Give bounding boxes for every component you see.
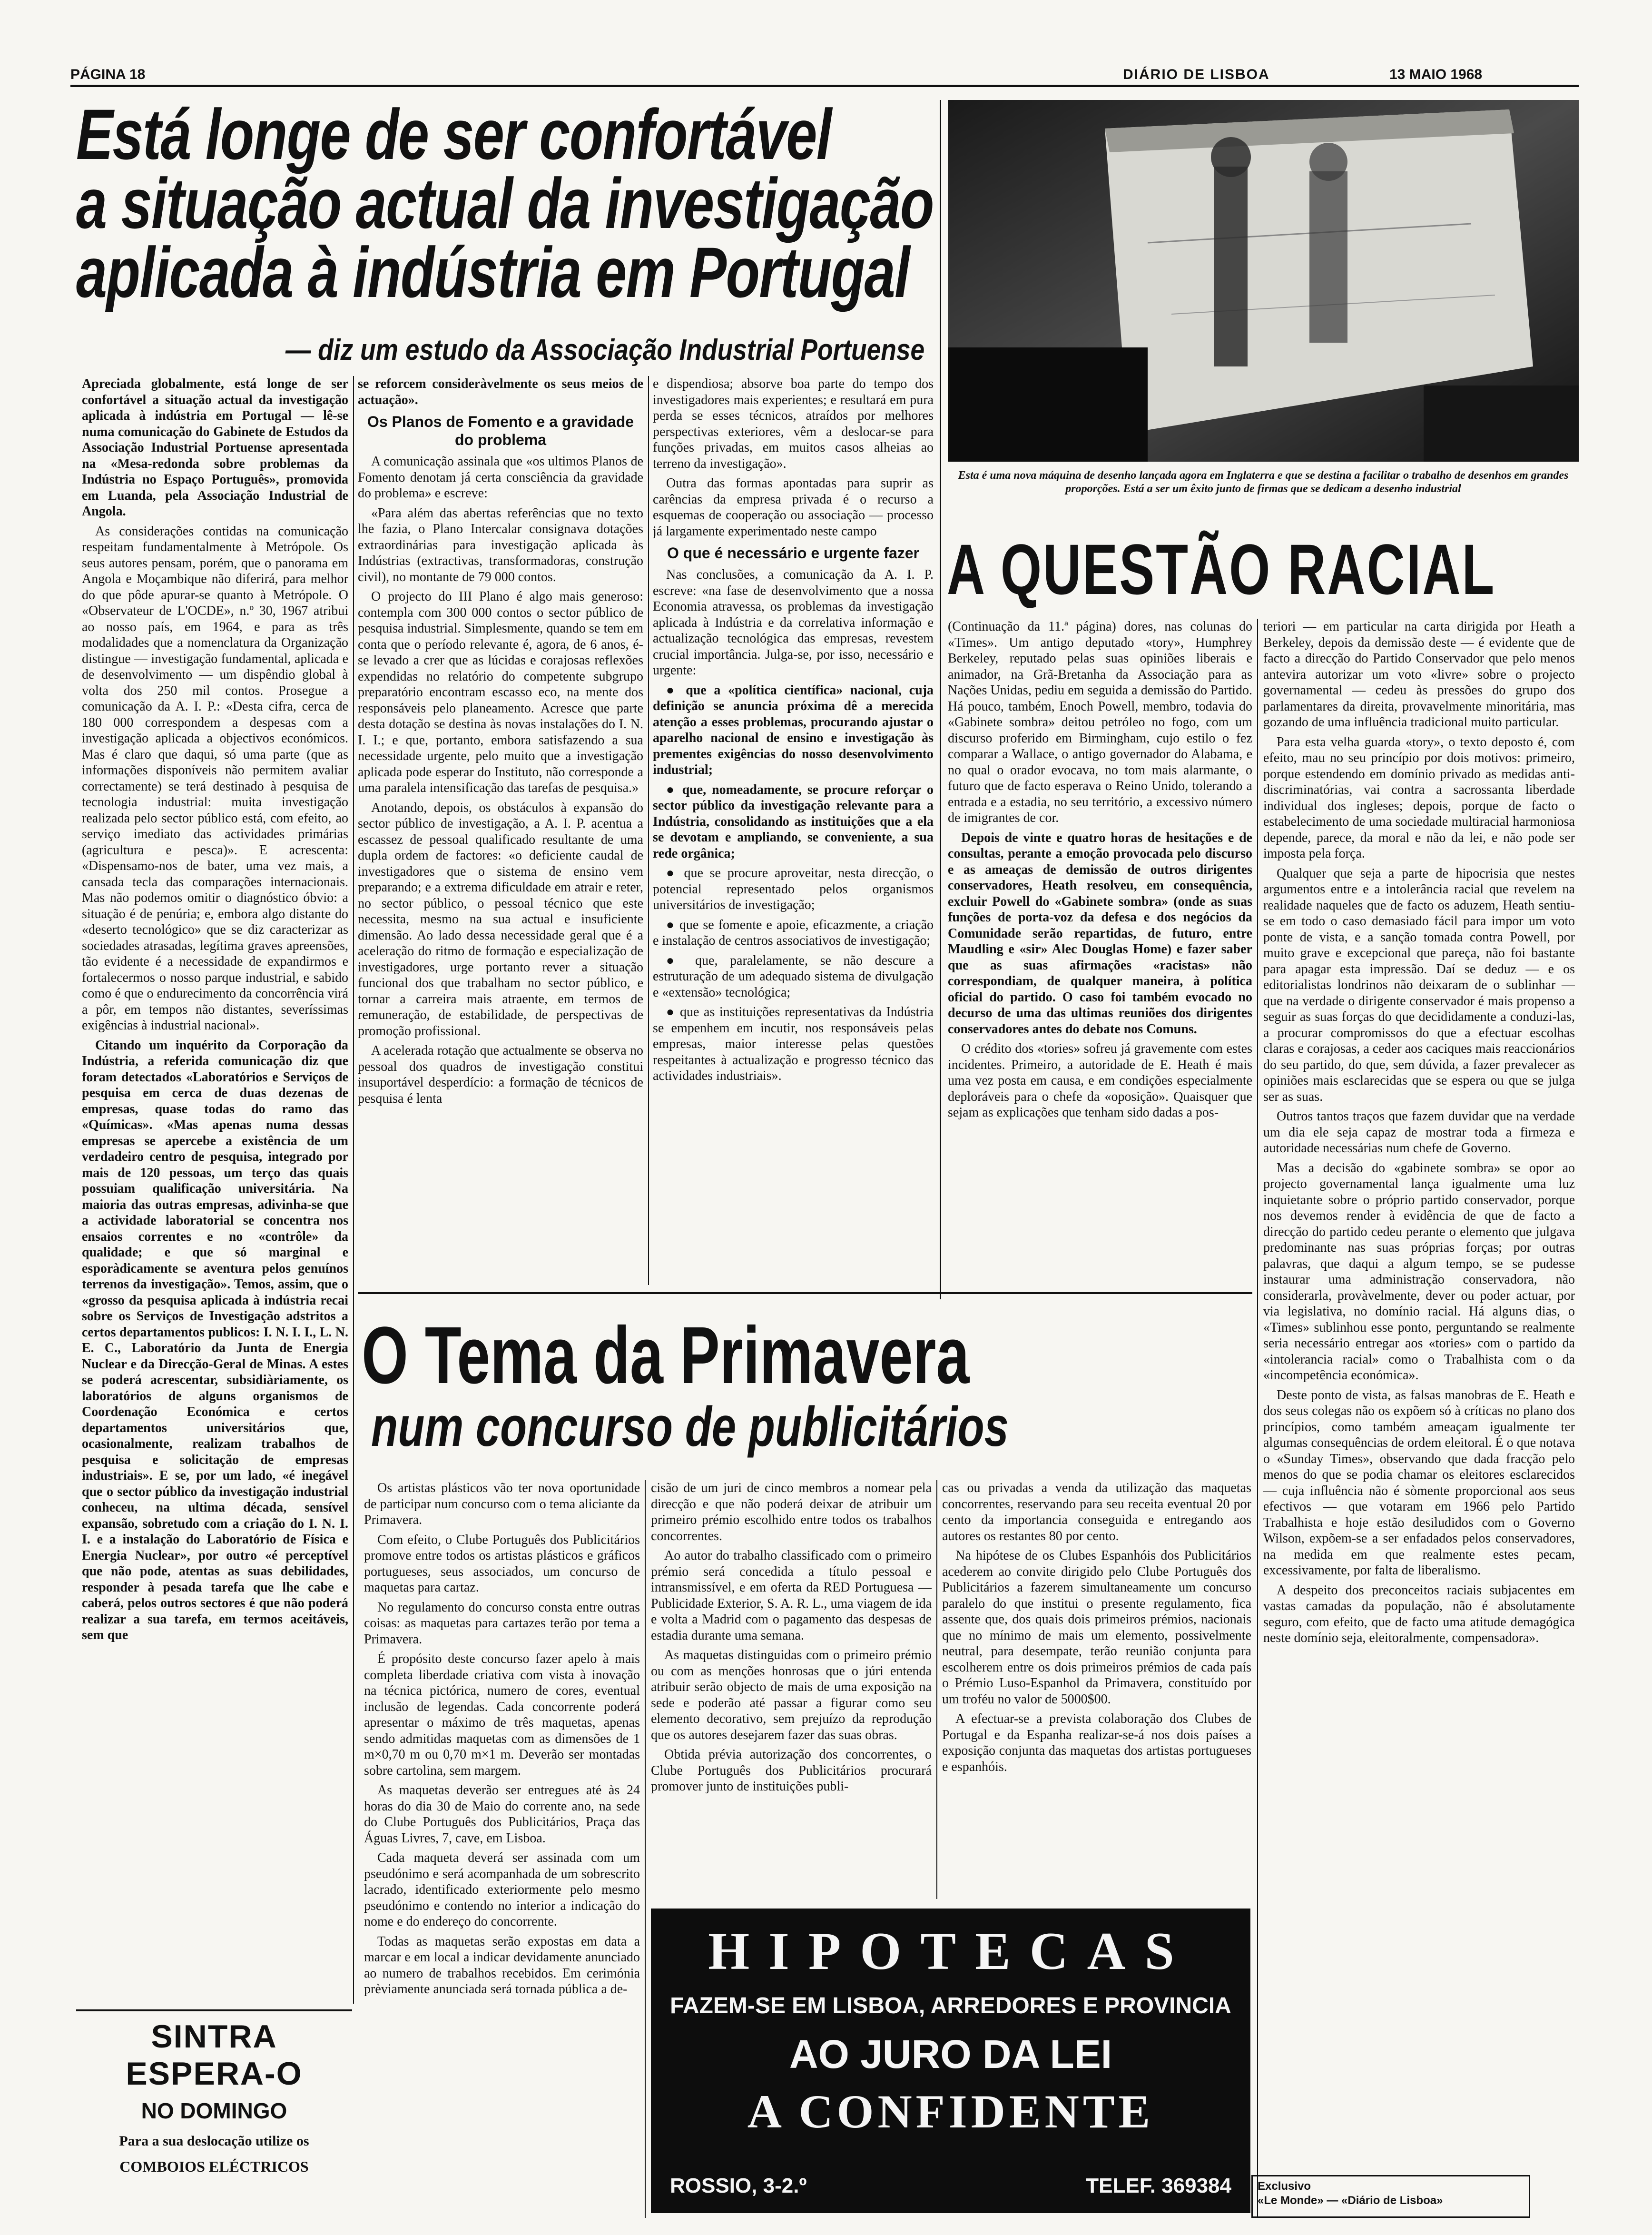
main-article-col-3 xyxy=(653,376,934,1285)
racial-headline: A QUESTÃO RACIAL xyxy=(947,529,1496,609)
news-photo xyxy=(948,100,1579,462)
article-paragraph: cas ou privadas a venda da utilização das maquetas concorrentes, reservando para seu receita eventual 20 por cento da importancia conseguida e entregando aos autores os restantes 80 por cento. xyxy=(942,1481,1251,1543)
article-paragraph: A despeito dos preconceitos raciais subjacentes em vastas camadas da população, não é absolutamente seguro, com efeito, que de facto uma atitude demagógica neste domínio seja, eleitoralmente, compensadora». xyxy=(1263,1582,1575,1645)
article-paragraph: cisão de um juri de cinco membros a nomear pela direcção e que não poderá deixar de atribuir um primeiro prémio escolhido entre todos os trabalhos concorrentes. xyxy=(651,1481,932,1543)
masthead-rule xyxy=(70,85,1579,87)
tema-col-3 xyxy=(942,1480,1251,1899)
article-paragraph: Anotando, depois, os obstáculos à expansão do sector público de investigação, a A. I. P. acentua a escassez de pessoal qualificado resultante de uma dupla ordem de factores: «o deficiente caudal de investigadores que o sistema de ensino vem preparando; e a extrema dificuldade em atrair e reter, no sector público, o pessoal técnico que este necessita, mesmo na sua actual e insuficiente dimensão. Ao lado dessa necessidade geral que é a aceleração do ritmo de formação e especialização de investigadores, urge portanto rever a situação funcional dos que trabalham no sector público, e tornar a carreira mais atraente, em termos de remuneração, de estabilidade, de perspectivas de promoção profissional. xyxy=(358,800,643,1038)
section-heading: Os Planos de Fomento e a gravidade do problema xyxy=(367,413,634,448)
article-paragraph: A acelerada rotação que actualmente se observa no pessoal dos quadros de investigação constitui insuportável desperdício: a formação de técnicos de pesquisa é lenta xyxy=(358,1043,643,1106)
article-paragraph: Qualquer que seja a parte de hipocrisia que nestes argumentos entre e a intolerância racial que revelem na realidade naqueles que de facto os aduzem, Heath sentiu-se em todo o caso demasiado fácil para impor um voto ponte de vista, e a sanção tomada contra Powell, por muito grave e excepcional que pareça, não foi bastante para apagar esta impressão. Daí se deduz — e os editorialistas londrinos não deixaram de o sublinhar — que na verdade o dirigente conservador é mais propenso a seguir as suas forças do que decididamente a conduzi-las, a procurar compromissos do que a efectuar escolhas claras e corajosas, a ceder aos caciques mais reaccionários do seu partido, do que, sem dúvida, a fazer prevalecer as opiniões mais esclarecidas que se espera ou que se julga ser as suas. xyxy=(1263,866,1575,1104)
article-paragraph: O crédito dos «tories» sofreu já gravemente com estes incidentes. Primeiro, a autoridade de E. Heath é mais uma vez posta em causa, e em condições especialmente deploráveis para o chefe da «oposição». Quaisquer que sejam as explicações que tenham sido dadas a pos- xyxy=(948,1041,1252,1120)
headline-line-2: a situação actual da investigação xyxy=(76,163,934,243)
article-paragraph: Na hipótese de os Clubes Espanhóis dos Publicitários acederem ao convite dirigido pelo Clube Português dos Publicitários a fazerem simultaneamente um concurso paralelo do que institui o presente regulamento, fica assente que, dos quais dois primeiros prémios, nacionais que no mínimo de mais um elemento, possivelmente neutral, para desempate, terão reunião conjunta para escolherem entre os dois primeiros prémios de cada país o Prémio Luso-Espanhol da Primavera, constituído por um troféu no valor de 5000$00. xyxy=(942,1548,1251,1707)
section-rule xyxy=(358,1292,1252,1294)
credit-label: Exclusivo xyxy=(1258,2180,1311,2193)
article-paragraph: As considerações contidas na comunicação respeitam fundamentalmente à Metrópole. Os seus autores pensam, porém, que o panorama em Angola e Moçambique não diferirá, para melhor do que pôde apurar-se quanto à Metrópole. O «Observateur de L'OCDE», n.º 30, 1967 atribui ao nosso país, em 1964, e para as três modalidades que a nomenclatura da Organização distingue — investigação fundamental, aplicada e de desenvolvimento — um dispêndio global à volta dos 250 mil contos. Prosegue a comunicação da A. I. P.: «Desta cifra, cerca de 180 000 correspondem a despesas com a investigação aplicada a objectivos económicos. Mas é claro que daqui, só uma parte (que as informações disponíveis não permitem avaliar correctamente) se terá destinado à pesquisa de tecnologia industrial: muita investigação realizada pelo sector público está, com efeito, ao serviço imediato das actividades primárias (agricultura e pesca)». E acrescenta: «Dispensamo-nos de bater, uma vez mais, a cansada tecla das comparações internacionais. Mas não podemos omitir o diagnóstico óbvio: a situação é de penúria; e, embora algo distante do «deserto tecnológico» que se diz caracterizar as sociedades atrasadas, legítima graves apreensões, tão evidente é a necessidade de expandirmos e fortalecermos o nosso parque industrial, e sabido como é que o endurecimento da concorrência virá a pôr, em tempos não distantes, severíssimas exigências à industrial nacional». xyxy=(82,524,348,1033)
column-divider xyxy=(648,376,649,1285)
racial-col-1 xyxy=(948,619,1252,1290)
article-paragraph: É propósito deste concurso fazer apelo à mais completa liberdade criativa com vista à inovação na técnica pictórica, numero de cores, eventual inclusão de legendas. Cada concorrente poderá apresentar o máximo de três maquetas, apenas sendo admitidas maquetas com as dimensões de 1 m×0,70 m ou 0,70 m×1 m. Deverão ser montadas sobre cartolina, sem margem. xyxy=(364,1652,640,1778)
article-paragraph: As maquetas distinguidas com o primeiro prémio ou com as menções honrosas que o júri entenda atribuir serão objecto de mais de uma exposição na sede e poderão até passar a figurar como seu elemento decorativo, sem prejuízo da reprodução que os autores desejarem fazer das suas obras. xyxy=(651,1648,932,1742)
page-number: PÁGINA 18 xyxy=(70,67,146,82)
main-article-col-2 xyxy=(358,376,643,1285)
tema-subheadline: num concurso de publicitários xyxy=(371,1395,1009,1458)
ad-line-3: A CONFIDENTE xyxy=(747,2085,1154,2138)
newspaper-name: DIÁRIO DE LISBOA xyxy=(1123,67,1270,82)
sintra-line-3: COMBOIOS ELÉCTRICOS xyxy=(119,2158,309,2175)
article-paragraph: Deste ponto de vista, as falsas manobras de E. Heath e dos seus colegas não os expõem só à críticas no plano dos princípios, como também ameaçam igualmente ter algumas consequências de ordem eleitoral. É o que notava o «Sunday Times», observando que dada fracção pelo menos do que se podia chamar os eleitores esclarecidos — cuja influência não é sòmente proporcional aos seus efectivos — que votaram em 1966 pelo Partido Trabalhista e hoje estão desiludidos com o Governo Wilson, expõem-se a ser enfadados pelos conservadores, na medida em que realmente estes pecam, excessivamente, por falta de liberalismo. xyxy=(1263,1387,1575,1578)
article-paragraph: e dispendiosa; absorve boa parte do tempo dos investigadores mais experientes; e resultará em pura perda se esses técnicos, atraídos por melhores perspectivas exteriores, vêm a deslocar-se para funções privadas, em muitos casos alheias ao terreno da investigação». xyxy=(653,376,934,471)
sintra-title: SINTRA ESPERA-O xyxy=(126,2018,303,2092)
headline-line-1: Está longe de ser confortável xyxy=(76,94,831,174)
article-paragraph: A comunicação assinala que «os ultimos Planos de Fomento denotam já certa consciência da gravidade do problema» e escreve: xyxy=(358,454,643,501)
main-article-col-1 xyxy=(82,376,348,2004)
column-divider xyxy=(940,100,941,1299)
article-paragraph: As maquetas deverão ser entregues até às 24 horas do dia 30 de Maio do corrente ano, na sede do Clube Português dos Publicitários, Praça das Águas Livres, 7, cave, em Lisboa. xyxy=(364,1783,640,1846)
article-paragraph: teriori — em particular na carta dirigida por Heath a Berkeley, depois da demissão deste — é evidente que de facto a direcção do Partido Conservador que pelo menos antevira autorizar um voto «livre» sobre o projecto governamental — cedeu às pressões do grupo dos parlamentares da direita, provavelmente minoritária, mas gozando de uma influência tradicional muito particular. xyxy=(1263,619,1575,730)
main-subhead: — diz um estudo da Associação Industrial Portuense xyxy=(285,334,925,366)
article-paragraph: «Para além das abertas referências que no texto lhe fazia, o Plano Intercalar consignava dotações extraordinárias para investigação aplicada às Indústrias (extractivas, transformadoras, construção civil), no montante de 79 000 contos. xyxy=(358,505,643,584)
headline-line-3: aplicada à indústria em Portugal xyxy=(76,232,910,312)
article-paragraph: Todas as maquetas serão expostas em data a marcar e em local a indicar devidamente anunciado ao numero de trabalhos recebidos. Em cerimónia prèviamente anunciada será tornada pública a de- xyxy=(364,1934,640,1997)
article-paragraph: ● que se procure aproveitar, nesta direcção, o potencial representado pelos organismos universitários de investigação; xyxy=(653,866,934,912)
article-paragraph: ● que as instituições representativas da Indústria se empenhem em incutir, nos responsáveis pelas empresas, maior interesse pelas questões respeitantes à actualização e progresso técnico das actividades industriais». xyxy=(653,1005,934,1083)
credit-box xyxy=(1251,2175,1530,2218)
tema-col-2 xyxy=(651,1480,932,1899)
article-lead: Apreciada globalmente, está longe de ser confortável a situação actual da investigação aplicada à indústria em Portugal — lê-se numa comunicação do Gabinete de Estudos da Associação Industrial Portuense apresentada na «Mesa-redonda sobre problemas da Indústria no Espaço Português», promovida em Luanda, pela Associação Industrial de Angola. xyxy=(82,376,348,519)
article-paragraph: Ao autor do trabalho classificado com o primeiro prémio será concedida a título pessoal e intransmissível, e em oferta da RED Portuguesa — Publicidade Exterior, S. A. R. L., uma viagem de ida e volta a Madrid com o pagamento das despesas de estadia durante uma semana. xyxy=(651,1548,932,1643)
ad-title: HIPOTECAS xyxy=(708,1922,1193,1981)
article-paragraph: Cada maqueta deverá ser assinada com um pseudónimo e será acompanhada de um sobrescrito lacrado, identificado exteriormente pelo mesmo pseudónimo e contendo no interior a indicação do nome e do endereço do concorrente. xyxy=(364,1850,640,1929)
sintra-advertisement xyxy=(76,2018,352,2176)
tema-col-1 xyxy=(364,1480,640,2218)
article-paragraph: A efectuar-se a prevista colaboração dos Clubes de Portugal e da Espanha realizar-se-á nos dois países a exposição conjunta das maquetas dos artistas portugueses e espanhóis. xyxy=(942,1711,1251,1774)
article-paragraph: ● que a «política científica» nacional, cuja definição se anuncia próxima dê a merecida atenção a esses problemas, procurando ajustar o aparelho nacional de ensino e investigação às prementes exigências do nosso desenvolvimento industrial; xyxy=(653,682,934,777)
article-paragraph: Citando um inquérito da Corporação da Indústria, a referida comunicação diz que foram detectados «Laboratórios e Serviços de pesquisa em cerca de duas dezenas de empresas, quase todas do ramo das «Químicas». «Mas apenas numa dessas empresas se apercebe a existência de um verdadeiro centro de pesquisa, integrado por mais de 120 pessoas, um terço das quais possuiam qualificação universitária. Na maioria das outras empresas, adivinha-se que a actividade laboratorial se concentra nos ensaios correntes e no «contrôle» da qualidade; e que só marginal e esporàdicamente se aventura pelos genuínos terrenos da investigação». Temos, assim, que o «grosso da pesquisa aplicada à indústria recai sobre os Serviços de Investigação adstritos a certos departamentos publicos: I. N. I. I., L. N. E. C., Laboratório da Junta de Energia Nuclear e da Direcção-Geral de Minas. A estes se poderá acrescentar, subsidiàriamente, os laboratórios de alguns organismos de Coordenação Económica e certos departamentos universitários que, ocasionalmente, realizam trabalhos de pesquisa e solicitação de empresas industriais». E se, por um lado, «é inegável que o sector público da investigação industrial conheceu, na ultima década, sensível expansão, sobretudo com a criação do I. N. I. I. e a instalação do Laboratório de Física e Energia Nuclear», por outro «é perceptível que não pode, atentas as suas debilidades, responder à pesada tarefa que lhe cabe e caberá, pelos outros sectores é que não poderá realizar a sua tarefa, em termos aceitáveis, sem que xyxy=(82,1038,348,1642)
ad-phone: TELEF. 369384 xyxy=(1086,2174,1231,2197)
ad-address: ROSSIO, 3-2.º xyxy=(670,2174,807,2197)
article-paragraph: Obtida prévia autorização dos concorrentes, o Clube Português dos Publicitários procurará promover junto de instituições publi- xyxy=(651,1747,932,1794)
column-divider xyxy=(936,1480,937,1899)
drawing-machine-photo xyxy=(948,100,1579,462)
section-heading: O que é necessário e urgente fazer xyxy=(667,544,919,562)
column-divider xyxy=(353,376,354,2004)
article-paragraph: se reforcem consideràvelmente os seus meios de actuação». xyxy=(358,376,643,407)
article-paragraph: ● que, nomeadamente, se procure reforçar o sector público da investigação relevante para a Indústria, consolidando as instituições que a ela se devotam e ampliando, se conveniente, a sua rede orgânica; xyxy=(653,782,934,861)
credit-text: «Le Monde» — «Diário de Lisboa» xyxy=(1258,2194,1443,2207)
article-paragraph: Outros tantos traços que fazem duvidar que na verdade um dia ele seja capaz de mostrar toda a firmeza e autoridade necessárias num chefe de Governo. xyxy=(1263,1109,1575,1156)
column-divider xyxy=(645,1480,646,2218)
article-paragraph: Com efeito, o Clube Português dos Publicitários promove entre todos os artistas plásticos e gráficos portugueses, seus associados, um concurso de maquetas para cartaz. xyxy=(364,1532,640,1595)
article-paragraph: Para esta velha guarda «tory», o texto deposto é, com efeito, mau no seu princípio por dois motivos: primeiro, porque estendendo em domínio privado as medidas anti-discriminatórias, vai contra a sacrossanta liberdade individual dos ingleses; depois, porque de facto o estabelecimento de uma sociedade multiracial harmoniosa depende, parece, da moral e não da lei, e não pode ser imposta pela força. xyxy=(1263,734,1575,861)
article-paragraph: Os artistas plásticos vão ter nova oportunidade de participar num concurso com o tema aliciante da Primavera. xyxy=(364,1481,640,1527)
column-divider xyxy=(1257,619,1258,2218)
article-paragraph: Depois de vinte e quatro horas de hesitações e de consultas, perante a emoção provocada pelo discurso e as ameaças de demissão de outros dirigentes conservadores, Heath resolveu, em consequência, excluir Powell do «Gabinete sombra» (onde as suas funções de porta-voz da defesa e dos negócios da Comunidade serão repartidas, de futuro, entre Maudling e «sir» Alec Douglas Home) e fazer saber que as suas afirmações «racistas» não correspondiam, de qualquer maneira, à política oficial do partido. O caso foi também evocado no decurso de uma das ultimas reuniões dos dirigentes conservadores antes do debate nos Comuns. xyxy=(948,830,1252,1037)
article-paragraph: No regulamento do concurso consta entre outras coisas: as maquetas para cartazes terão por tema a Primavera. xyxy=(364,1600,640,1647)
article-paragraph: Mas a decisão do «gabinete sombra» se opor ao projecto governamental lança igualmente uma luz inquietante sobre o próprio partido conservador, porque nos devemos render à evidência de que de facto a direcção do partido cedeu perante o elemento que julgava predominante nas suas próprias forças; por outras palavras, que daqui a algum tempo, se se pudesse instaurar uma administração conservadora, não considerarla, provàvelmente, dever ou poder actuar, por via legislativa, no domínio racial. Há alguns dias, o «Times» sublinhou esse ponto, perguntando se realmente seria necessário entregar aos «tories» com o partido da «intolerancia racial» como o Trabalhista com o da «incompetência económica». xyxy=(1263,1160,1575,1383)
tema-headline: O Tema da Primavera xyxy=(362,1310,970,1401)
section-rule xyxy=(76,2009,352,2011)
article-paragraph: Nas conclusões, a comunicação da A. I. P. escreve: «na fase de desenvolvimento que a nossa Economia atravessa, os problemas da investigação aplicada à Indústria e da correlativa informação e actualização tecnológica das empresas, revestem crucial importância. Julga-se, por isso, necessário e urgente: xyxy=(653,567,934,678)
hipotecas-advertisement xyxy=(651,1909,1250,2213)
article-paragraph: ● que, paralelamente, se não descure a estruturação de um adequado sistema de divulgação e «extensão» tecnológica; xyxy=(653,953,934,1000)
ad-line-2: AO JURO DA LEI xyxy=(789,2032,1112,2077)
main-headline xyxy=(76,94,934,312)
issue-date: 13 MAIO 1968 xyxy=(1389,67,1483,82)
ad-line-1: FAZEM-SE EM LISBOA, ARREDORES E PROVINCIA xyxy=(670,1993,1231,2018)
sintra-line-2: Para a sua deslocação utilize os xyxy=(119,2133,309,2149)
racial-col-2 xyxy=(1263,619,1575,2168)
article-paragraph: Outra das formas apontadas para suprir as carências da empresa privada é o recurso a esquemas de cooperação ou associação — processo já largamente experimentado neste campo xyxy=(653,476,934,539)
photo-caption: Esta é uma nova máquina de desenho lançada agora em Inglaterra e que se destina a facilitar o trabalho de desenhos em grandes proporções. Está a ser um êxito junto de firmas que se dedicam a desenho industrial xyxy=(958,469,1569,495)
sintra-line-1: NO DOMINGO xyxy=(141,2098,287,2123)
article-paragraph: O projecto do III Plano é algo mais generoso: contempla com 300 000 contos o sector público de pesquisa industrial. Simplesmente, quando se tem em conta que o período relevante é, agora, de 6 anos, é-se levado a crer que as lúcidas e corajosas reflexões expendidas no relatório do competente subgrupo preparatório encontram escasso eco, na mente dos responsáveis pelo planeamento. Acresce que parte desta dotação se destina às novas instalações do I. N. I. I.; e que, portanto, embora satisfazendo a sua necessidade urgente, pelo muito que a investigação aplicada pode esperar do Instituto, não corresponde a uma paralela intensificação das tarefas de pesquisa.» xyxy=(358,589,643,795)
article-paragraph: ● que se fomente e apoie, eficazmente, a criação e instalação de centros associativos de investigação; xyxy=(653,917,934,948)
ad-footer xyxy=(670,2174,1231,2198)
article-paragraph: (Continuação da 11.ª página) dores, nas colunas do «Times». Um antigo deputado «tory», Humphrey Berkeley, reputado pelas suas opiniões liberais e animador, na Grã-Bretanha da Associação para as Nações Unidas, pediu em seguida a demissão do Partido. Há pouco, também, Enoch Powell, membro, todavia do «Gabinete sombra» deitou petróleo no fogo, com um discurso proferido em Birmingham, cujo estilo o fez comparar a Wallace, o antigo governador do Alabama, e no qual o orador evocava, no tom mais alarmante, o futuro que de facto esperava o Reino Unido, tolerando a entrada e a estadia, no seu território, a excessivo número de imigrantes de cor. xyxy=(948,619,1252,825)
